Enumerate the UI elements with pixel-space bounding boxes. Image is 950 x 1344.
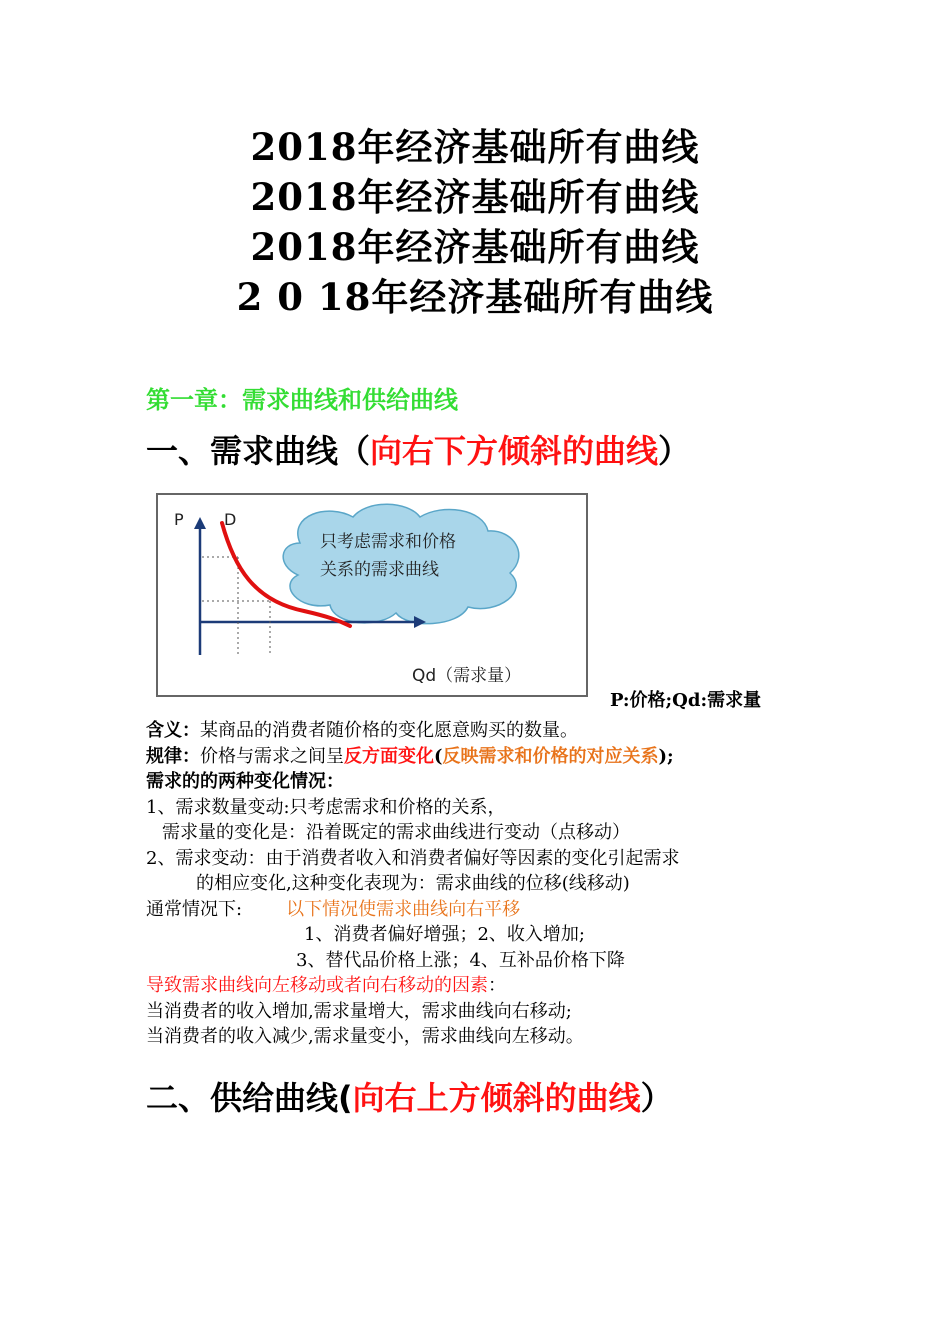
y-axis-arrow	[194, 517, 206, 529]
section-highlight: 向右上方倾斜的曲线	[352, 1079, 641, 1117]
case2b-line: 的相应变化,这种变化表现为：需求曲线的位移(线移动)	[196, 873, 630, 894]
rule-text: 价格与需求之间呈	[200, 745, 344, 767]
usually-line	[146, 897, 846, 923]
case1-line: 1、需求数量变动:只考虑需求和价格的关系，	[146, 796, 506, 818]
section-prefix: 一、需求曲线（	[146, 432, 371, 470]
income-up-line: 当消费者的收入增加,需求量增大，需求曲线向右移动;	[146, 1000, 572, 1022]
meaning-label: 含义：	[146, 720, 200, 741]
factors-colon: ：	[488, 975, 506, 996]
title-block	[0, 122, 950, 322]
qd-axis-label: Qd（需求量）	[412, 666, 522, 686]
two-cases-line: 需求的的两种变化情况：	[146, 771, 344, 792]
p-axis-label: P	[174, 510, 184, 529]
page-title: 2018年经济基础所有曲线	[250, 225, 700, 269]
meaning-text: 某商品的消费者随价格的变化愿意购买的数量。	[200, 720, 578, 741]
cloud-text-line2: 关系的需求曲线	[320, 560, 439, 580]
rule-red: 反方面变化	[344, 745, 434, 767]
rule-label: 规律：	[146, 745, 200, 767]
rule-paren-open: (	[434, 745, 443, 767]
page-title: 2 0 18年经济基础所有曲线	[236, 275, 714, 319]
factors-line	[146, 973, 846, 999]
section-suffix: ）	[658, 432, 691, 470]
rule-line	[146, 744, 846, 770]
page-title: 2018年经济基础所有曲线	[250, 125, 700, 169]
usually-label: 通常情况下:	[146, 898, 243, 920]
factors-red: 导致需求曲线向左移动或者向右移动的因素	[146, 975, 488, 996]
body-text	[146, 718, 846, 1050]
income-down-line: 当消费者的收入减少,需求量变小，需求曲线向左移动。	[146, 1026, 584, 1047]
page-title: 2018年经济基础所有曲线	[250, 175, 700, 219]
shift1-line: 1、消费者偏好增强；2、收入增加;	[304, 924, 585, 945]
meaning-line	[146, 718, 846, 744]
section-suffix: ）	[640, 1079, 673, 1117]
chapter-heading: 第一章：需求曲线和供给曲线	[146, 386, 458, 414]
section-highlight: 向右下方倾斜的曲线	[370, 432, 659, 470]
section-prefix: 二、供给曲线(	[146, 1079, 353, 1117]
rule-orange: 反映需求和价格的对应关系	[442, 745, 659, 767]
shift2-line: 3、替代品价格上涨；4、互补品价格下降	[296, 949, 625, 971]
demand-curve-figure	[156, 493, 588, 697]
section-heading-supply	[146, 1073, 673, 1119]
usually-orange: 以下情况使需求曲线向右平移	[286, 898, 521, 920]
demand-curve-svg	[158, 495, 586, 695]
section-heading-demand	[146, 426, 690, 472]
case1b-line: 需求量的变化是：沿着既定的需求曲线进行变动（点移动）	[162, 822, 630, 843]
d-curve-label: D	[224, 510, 237, 529]
cloud-text-line1: 只考虑需求和价格	[320, 532, 456, 552]
case2-line: 2、需求变动：由于消费者收入和消费者偏好等因素的变化引起需求	[146, 847, 680, 869]
rule-paren-close: );	[658, 745, 674, 767]
figure-caption: P:价格;Qd:需求量	[610, 690, 762, 711]
